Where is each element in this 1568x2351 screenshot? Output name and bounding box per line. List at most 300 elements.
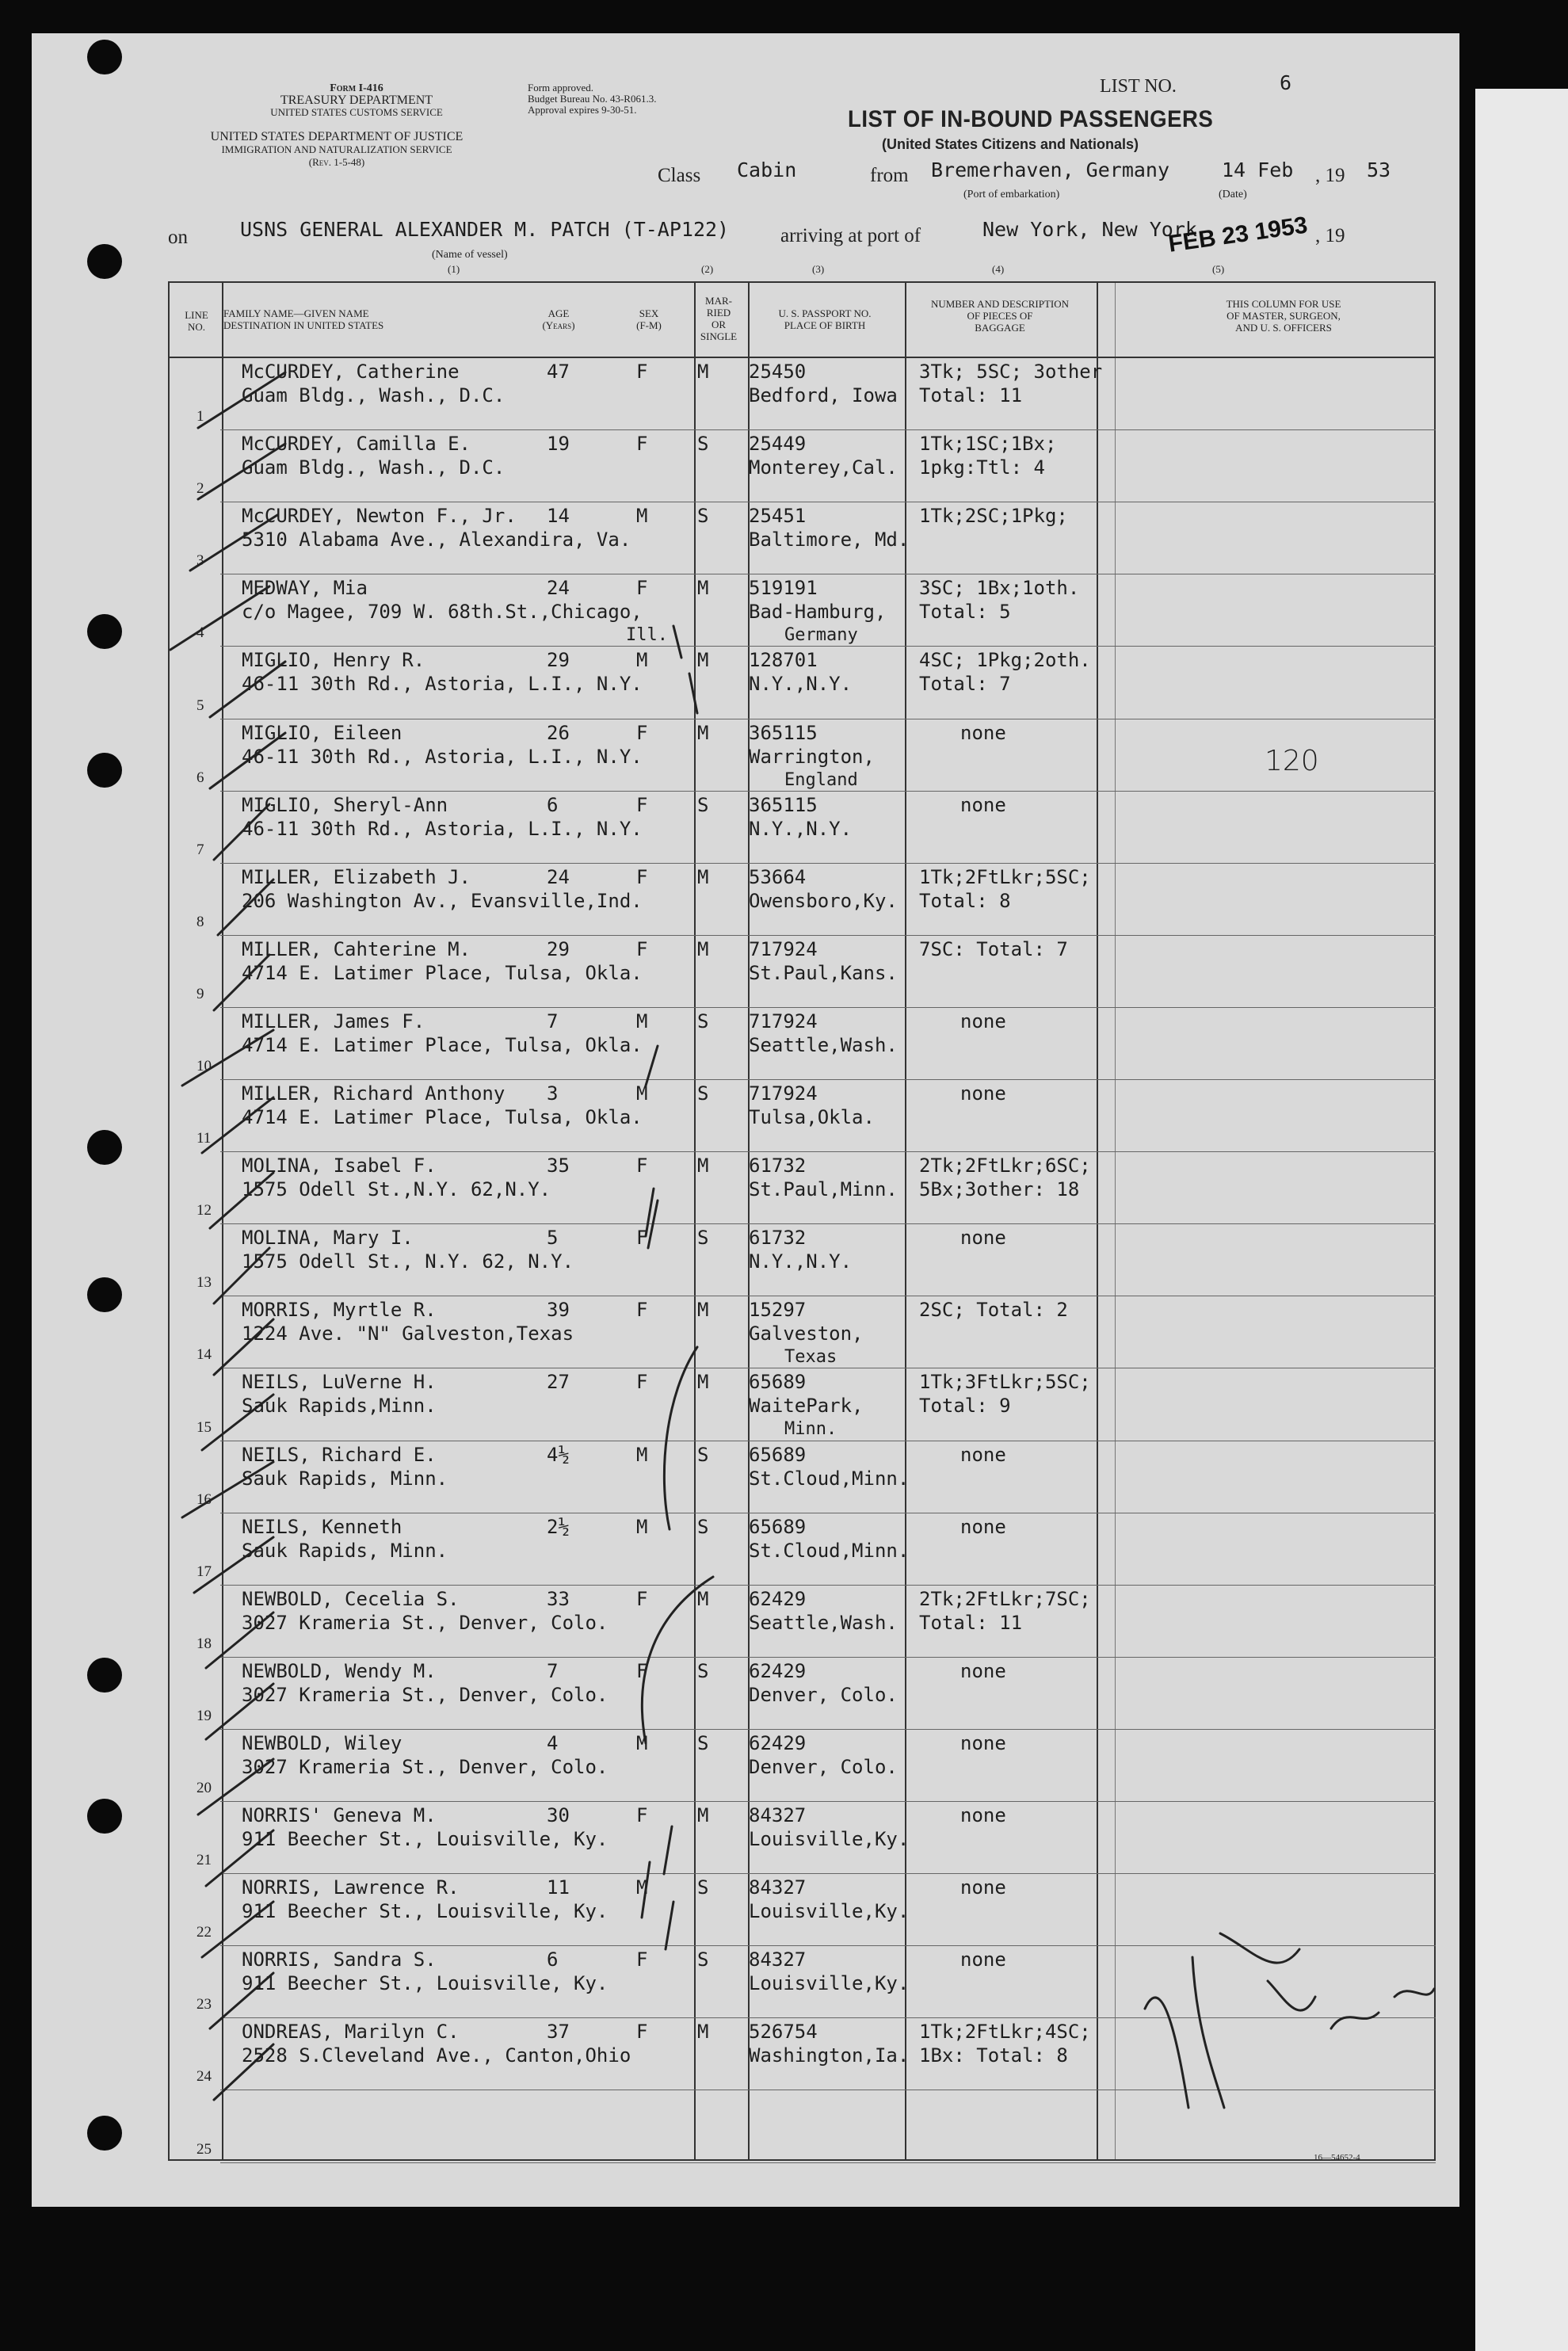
passenger-destination: 1575 Odell St., N.Y. 62, N.Y.: [242, 1250, 574, 1273]
passenger-destination: 911 Beecher St., Louisville, Ky.: [242, 1972, 609, 1995]
passport-number: 65689: [749, 1371, 807, 1394]
marital-status: S: [697, 1948, 709, 1971]
passenger-name: NEWBOLD, Wendy M.: [242, 1659, 437, 1682]
line-number: 16: [196, 1490, 212, 1508]
passenger-destination: Guam Bldg., Wash., D.C.: [242, 384, 505, 406]
column-index-5: (5): [1212, 263, 1225, 275]
header-divider: [170, 357, 1434, 358]
baggage-total: 1pkg:Ttl: 4: [919, 456, 1045, 479]
binder-hole: [87, 1277, 122, 1312]
passenger-destination: 206 Washington Av., Evansville,Ind.: [242, 889, 643, 912]
passenger-destination: 5310 Alabama Ave., Alexandira, Va.: [242, 529, 631, 551]
binder-hole: [87, 1658, 122, 1693]
baggage-description: 3SC; 1Bx;1oth.: [919, 577, 1080, 600]
marital-status: M: [697, 721, 709, 744]
class-label: Class: [658, 165, 701, 186]
passenger-age: 24: [547, 577, 570, 600]
passenger-sex: M: [636, 649, 648, 672]
row-divider: [220, 863, 1436, 864]
line-number: 20: [196, 1780, 212, 1796]
baggage-total: Total: 8: [919, 889, 1011, 912]
passport-number: 365115: [749, 793, 818, 816]
place-of-birth-cont: Texas: [784, 1347, 837, 1368]
passport-number: 25450: [749, 361, 807, 383]
row-divider: [220, 1585, 1436, 1586]
dept-treasury-sub: UNITED STATES CUSTOMS SERVICE: [270, 106, 443, 118]
passenger-sex: F: [636, 1299, 648, 1322]
marital-status: M: [697, 361, 709, 383]
line-number: 11: [196, 1130, 212, 1147]
passenger-name: NORRIS, Sandra S.: [242, 1948, 437, 1971]
place-of-birth: St.Cloud,Minn.: [749, 1539, 910, 1562]
on-label: on: [168, 227, 188, 248]
passport-number: 717924: [749, 1082, 818, 1105]
header-line-no: LINE NO.: [185, 309, 208, 333]
baggage-total: Total: 11: [919, 384, 1023, 406]
column-index-1: (1): [448, 263, 460, 275]
passenger-sex: F: [636, 937, 648, 960]
line-number: 18: [196, 1635, 212, 1652]
passenger-age: 4: [547, 1731, 559, 1754]
passenger-destination: 3027 Krameria St., Denver, Colo.: [242, 1611, 609, 1634]
passenger-age: 29: [547, 649, 570, 672]
passenger-sex: F: [636, 1155, 648, 1177]
line-number: 6: [196, 769, 204, 786]
baggage-description: 4SC; 1Pkg;2oth.: [919, 649, 1091, 672]
place-of-birth: Denver, Colo.: [749, 1683, 898, 1706]
passenger-destination: Sauk Rapids, Minn.: [242, 1467, 448, 1490]
binder-hole: [87, 1799, 122, 1834]
passenger-sex: F: [636, 1371, 648, 1394]
baggage-description: 2SC; Total: 2: [919, 1299, 1068, 1322]
place-of-birth: Louisville,Ky.: [749, 1900, 910, 1923]
passenger-name: MORRIS, Myrtle R.: [242, 1299, 437, 1322]
passenger-age: 30: [547, 1804, 570, 1826]
baggage-total: Total: 9: [919, 1395, 1011, 1418]
place-of-birth: Bedford, Iowa: [749, 384, 898, 406]
passenger-destination-cont: Ill.: [626, 625, 668, 646]
passenger-age: 6: [547, 793, 559, 816]
passenger-destination: 4714 E. Latimer Place, Tulsa, Okla.: [242, 961, 643, 984]
passenger-sex: M: [636, 1731, 648, 1754]
passenger-age: 26: [547, 721, 570, 744]
form-revision: (Rev. 1-5-48): [308, 156, 365, 168]
list-no-value: 6: [1280, 71, 1292, 94]
col-divider: [694, 283, 696, 2159]
passenger-age: 39: [547, 1299, 570, 1322]
place-of-birth: Washington,Ia.: [749, 2044, 910, 2067]
passenger-age: 11: [547, 1876, 570, 1899]
passport-number: 84327: [749, 1948, 807, 1971]
passport-number: 62429: [749, 1587, 807, 1610]
line-number: 17: [196, 1563, 212, 1580]
passenger-sex: F: [636, 1587, 648, 1610]
col-divider: [1097, 283, 1098, 2159]
line-number: 15: [196, 1418, 212, 1436]
line-number: 14: [196, 1346, 212, 1364]
passenger-destination: c/o Magee, 709 W. 68th.St.,Chicago,: [242, 601, 643, 624]
date-caption: (Date): [1219, 189, 1247, 200]
baggage-description: none: [960, 1515, 1006, 1538]
passenger-name: MIGLIO, Henry R.: [242, 649, 425, 672]
place-of-birth: Warrington,: [749, 745, 875, 768]
port-caption: (Port of embarkation): [963, 189, 1060, 200]
marital-status: S: [697, 793, 709, 816]
baggage-description: none: [960, 1948, 1006, 1971]
row-divider: [220, 935, 1436, 936]
passport-number: 128701: [749, 649, 818, 672]
baggage-description: none: [960, 721, 1006, 744]
passenger-age: 14: [547, 505, 570, 528]
passenger-sex: M: [636, 1082, 648, 1105]
passenger-age: 7: [547, 1659, 559, 1682]
year-prefix: , 19: [1315, 165, 1345, 186]
place-of-birth: Seattle,Wash.: [749, 1611, 898, 1634]
baggage-description: none: [960, 1731, 1006, 1754]
dept-treasury: TREASURY DEPARTMENT: [280, 94, 433, 107]
baggage-description: none: [960, 1227, 1006, 1250]
binder-hole: [87, 244, 122, 279]
marital-status: S: [697, 505, 709, 528]
header-baggage: NUMBER AND DESCRIPTION OF PIECES OF BAGGAGE: [930, 298, 1070, 334]
baggage-total: Total: 7: [919, 673, 1011, 696]
marital-status: M: [697, 649, 709, 672]
passenger-name: MOLINA, Mary I.: [242, 1227, 414, 1250]
passenger-name: NEWBOLD, Wiley: [242, 1731, 402, 1754]
marital-status: M: [697, 1804, 709, 1826]
header-passport: U. S. PASSPORT NO. PLACE OF BIRTH: [778, 307, 872, 331]
marital-status: M: [697, 1155, 709, 1177]
passenger-destination: 3027 Krameria St., Denver, Colo.: [242, 1755, 609, 1778]
passenger-age: 7: [547, 1009, 559, 1032]
line-number: 13: [196, 1274, 212, 1292]
passenger-age: 4½: [547, 1443, 570, 1466]
passenger-name: NEWBOLD, Cecelia S.: [242, 1587, 460, 1610]
passenger-name: MILLER, Richard Anthony: [242, 1082, 505, 1105]
place-of-birth: Owensboro,Ky.: [749, 889, 898, 912]
marital-status: S: [697, 1731, 709, 1754]
row-divider: [220, 1657, 1436, 1658]
baggage-total: 1Bx: Total: 8: [919, 2044, 1068, 2067]
place-of-birth: Galveston,: [749, 1322, 864, 1345]
arriving-label: arriving at port of: [780, 225, 921, 246]
passport-number: 526754: [749, 2021, 818, 2044]
binder-hole: [87, 40, 122, 74]
binder-hole: [87, 2116, 122, 2151]
footer-code: 16—54652-4: [1314, 2153, 1360, 2162]
passenger-name: McCURDEY, Catherine: [242, 361, 460, 383]
passenger-age: 24: [547, 865, 570, 888]
line-number: 2: [196, 480, 204, 498]
row-divider: [220, 1079, 1436, 1080]
row-divider: [220, 1945, 1436, 1946]
place-of-birth: St.Paul,Kans.: [749, 961, 898, 984]
place-of-birth: Bad-Hamburg,: [749, 601, 887, 624]
passenger-name: NORRIS' Geneva M.: [242, 1804, 437, 1826]
line-number: 1: [196, 408, 204, 426]
passenger-sex: F: [636, 793, 648, 816]
passenger-sex: F: [636, 1659, 648, 1682]
passenger-destination: 1224 Ave. "N" Galveston,Texas: [242, 1322, 574, 1345]
passport-number: 365115: [749, 721, 818, 744]
passport-number: 65689: [749, 1515, 807, 1538]
binder-hole: [87, 1130, 122, 1165]
approval-line-3: Approval expires 9-30-51.: [528, 104, 637, 116]
passenger-age: 33: [547, 1587, 570, 1610]
passenger-name: NORRIS, Lawrence R.: [242, 1876, 460, 1899]
row-divider: [220, 1873, 1436, 1874]
dept-justice: UNITED STATES DEPARTMENT OF JUSTICE: [210, 130, 464, 143]
line-number: 5: [196, 697, 204, 714]
row-divider: [220, 429, 1436, 430]
passenger-name: MIGLIO, Sheryl-Ann: [242, 793, 448, 816]
vessel-name: USNS GENERAL ALEXANDER M. PATCH (T-AP122): [240, 218, 730, 241]
passenger-sex: F: [636, 721, 648, 744]
port-of-embarkation: Bremerhaven, Germany: [931, 158, 1170, 181]
passenger-age: 47: [547, 361, 570, 383]
line-number: 12: [196, 1202, 212, 1219]
passport-number: 53664: [749, 865, 807, 888]
passport-number: 65689: [749, 1443, 807, 1466]
header-sex: SEX (F-M): [636, 307, 662, 331]
marital-status: M: [697, 937, 709, 960]
baggage-description: 1Tk;2FtLkr;4SC;: [919, 2021, 1091, 2044]
passport-number: 61732: [749, 1155, 807, 1177]
approval-line-2: Budget Bureau No. 43-R061.3.: [528, 93, 657, 105]
marital-status: S: [697, 1082, 709, 1105]
binder-hole: [87, 753, 122, 788]
passenger-age: 2½: [547, 1515, 570, 1538]
passenger-sex: F: [636, 361, 648, 383]
marital-status: S: [697, 1876, 709, 1899]
line-number: 8: [196, 913, 204, 930]
line-number: 24: [196, 2068, 212, 2086]
passenger-destination: 2528 S.Cleveland Ave., Canton,Ohio: [242, 2044, 631, 2067]
marital-status: M: [697, 865, 709, 888]
arrival-port: New York, New York: [982, 218, 1197, 241]
passenger-destination: 46-11 30th Rd., Astoria, L.I., N.Y.: [242, 673, 643, 696]
place-of-birth: Seattle,Wash.: [749, 1033, 898, 1056]
passenger-sex: M: [636, 505, 648, 528]
row-divider: [220, 1151, 1436, 1152]
marital-status: S: [697, 433, 709, 456]
passport-number: 519191: [749, 577, 818, 600]
place-of-birth: Baltimore, Md.: [749, 529, 910, 551]
passenger-age: 29: [547, 937, 570, 960]
passenger-destination: 4714 E. Latimer Place, Tulsa, Okla.: [242, 1033, 643, 1056]
passenger-age: 35: [547, 1155, 570, 1177]
col-divider: [905, 283, 906, 2159]
class-value: Cabin: [737, 158, 797, 181]
passenger-sex: F: [636, 1948, 648, 1971]
baggage-description: 1Tk;2SC;1Pkg;: [919, 505, 1068, 528]
passenger-age: 19: [547, 433, 570, 456]
passenger-name: ONDREAS, Marilyn C.: [242, 2021, 460, 2044]
place-of-birth: Denver, Colo.: [749, 1755, 898, 1778]
place-of-birth-cont: England: [784, 769, 858, 790]
place-of-birth: Tulsa,Okla.: [749, 1106, 875, 1128]
document-subtitle: (United States Citizens and Nationals): [882, 136, 1139, 152]
passenger-name: MEDWAY, Mia: [242, 577, 368, 600]
marital-status: S: [697, 1659, 709, 1682]
passport-number: 61732: [749, 1227, 807, 1250]
baggage-description: 2Tk;2FtLkr;6SC;: [919, 1155, 1091, 1177]
line-number: 21: [196, 1852, 212, 1869]
adjacent-page-strip: [1475, 89, 1568, 2351]
passenger-name: MILLER, Elizabeth J.: [242, 865, 471, 888]
form-number: Form I-416: [330, 82, 383, 94]
line-number: 4: [196, 624, 204, 642]
place-of-birth: N.Y.,N.Y.: [749, 817, 853, 840]
passenger-sex: M: [636, 1443, 648, 1466]
place-of-birth: St.Cloud,Minn.: [749, 1467, 910, 1490]
passport-number: 15297: [749, 1299, 807, 1322]
marital-status: M: [697, 1299, 709, 1322]
marital-status: M: [697, 2021, 709, 2044]
row-divider: [220, 2162, 1436, 2163]
baggage-description: none: [960, 1009, 1006, 1032]
vessel-caption: (Name of vessel): [432, 249, 508, 261]
marital-status: S: [697, 1443, 709, 1466]
approval-line-1: Form approved.: [528, 82, 594, 94]
passenger-name: MILLER, James F.: [242, 1009, 425, 1032]
passenger-destination: Sauk Rapids,Minn.: [242, 1395, 437, 1418]
baggage-description: 2Tk;2FtLkr;7SC;: [919, 1587, 1091, 1610]
passenger-sex: F: [636, 2021, 648, 2044]
column-index-4: (4): [992, 263, 1005, 275]
passenger-sex: F: [636, 433, 648, 456]
line-number: 22: [196, 1924, 212, 1941]
passenger-sex: M: [636, 1876, 648, 1899]
arrival-date-stamp: FEB 23 1953: [1166, 212, 1310, 258]
place-of-birth: Louisville,Ky.: [749, 1972, 910, 1995]
place-of-birth-cont: Minn.: [784, 1419, 837, 1440]
baggage-description: none: [960, 1876, 1006, 1899]
binder-hole: [87, 614, 122, 649]
passenger-destination: 46-11 30th Rd., Astoria, L.I., N.Y.: [242, 817, 643, 840]
document-title: LIST OF IN-BOUND PASSENGERS: [848, 106, 1214, 132]
passenger-destination: 1575 Odell St.,N.Y. 62,N.Y.: [242, 1178, 551, 1201]
passenger-sex: F: [636, 865, 648, 888]
row-divider: [220, 1223, 1436, 1224]
passenger-sex: M: [636, 1009, 648, 1032]
passport-number: 717924: [749, 937, 818, 960]
list-no-label: LIST NO.: [1100, 76, 1177, 97]
baggage-description: 1Tk;2FtLkr;5SC;: [919, 865, 1091, 888]
baggage-description: 3Tk; 5SC; 3other: [919, 361, 1103, 383]
header-name: FAMILY NAME—GIVEN NAME DESTINATION IN UNITED STATES: [223, 307, 384, 331]
baggage-description: 1Tk;1SC;1Bx;: [919, 433, 1057, 456]
place-of-birth: St.Paul,Minn.: [749, 1178, 898, 1201]
passport-number: 84327: [749, 1804, 807, 1826]
passenger-name: NEILS, Kenneth: [242, 1515, 402, 1538]
year-value: 53: [1367, 158, 1391, 181]
baggage-description: none: [960, 1082, 1006, 1105]
passport-number: 62429: [749, 1659, 807, 1682]
column-index-2: (2): [701, 263, 714, 275]
passport-number: 25449: [749, 433, 807, 456]
column-index-3: (3): [812, 263, 825, 275]
row-divider: [220, 1801, 1436, 1802]
baggage-total: Total: 5: [919, 601, 1011, 624]
passenger-age: 37: [547, 2021, 570, 2044]
passenger-sex: F: [636, 1227, 648, 1250]
baggage-description: none: [960, 1804, 1006, 1826]
line-number: 23: [196, 1996, 212, 2013]
place-of-birth: N.Y.,N.Y.: [749, 673, 853, 696]
header-age: AGE (Years): [542, 307, 575, 331]
place-of-birth: Louisville,Ky.: [749, 1828, 910, 1850]
place-of-birth: Monterey,Cal.: [749, 456, 898, 479]
passenger-destination: Sauk Rapids, Minn.: [242, 1539, 448, 1562]
col-divider: [222, 283, 223, 2159]
marital-status: M: [697, 577, 709, 600]
baggage-description: 1Tk;3FtLkr;5SC;: [919, 1371, 1091, 1394]
baggage-total: 5Bx;3other: 18: [919, 1178, 1080, 1201]
passenger-name: MOLINA, Isabel F.: [242, 1155, 437, 1177]
passenger-age: 5: [547, 1227, 559, 1250]
passport-number: 62429: [749, 1731, 807, 1754]
passenger-age: 3: [547, 1082, 559, 1105]
baggage-description: 7SC: Total: 7: [919, 937, 1068, 960]
line-number: 9: [196, 985, 204, 1002]
marital-status: M: [697, 1371, 709, 1394]
passenger-name: McCURDEY, Camilla E.: [242, 433, 471, 456]
marital-status: S: [697, 1227, 709, 1250]
dept-justice-sub: IMMIGRATION AND NATURALIZATION SERVICE: [221, 143, 452, 155]
place-of-birth: WaitePark,: [749, 1395, 864, 1418]
passenger-age: 6: [547, 1948, 559, 1971]
marital-status: S: [697, 1009, 709, 1032]
passenger-destination: 3027 Krameria St., Denver, Colo.: [242, 1683, 609, 1706]
marital-status: M: [697, 1587, 709, 1610]
col-divider: [1115, 283, 1116, 2159]
line-number: 25: [196, 2140, 212, 2158]
passenger-name: McCURDEY, Newton F., Jr.: [242, 505, 517, 528]
passenger-destination: 46-11 30th Rd., Astoria, L.I., N.Y.: [242, 745, 643, 768]
passenger-name: MIGLIO, Eileen: [242, 721, 402, 744]
baggage-description: none: [960, 1659, 1006, 1682]
passenger-age: 27: [547, 1371, 570, 1394]
passenger-sex: M: [636, 1515, 648, 1538]
row-divider: [220, 2017, 1436, 2018]
passenger-sex: F: [636, 577, 648, 600]
arrival-year: , 19: [1315, 225, 1345, 246]
baggage-total: Total: 11: [919, 1611, 1023, 1634]
place-of-birth-cont: Germany: [784, 625, 858, 646]
from-label: from: [870, 165, 909, 186]
line-number: 19: [196, 1707, 212, 1724]
passenger-name: MILLER, Cahterine M.: [242, 937, 471, 960]
passport-number: 84327: [749, 1876, 807, 1899]
place-of-birth: N.Y.,N.Y.: [749, 1250, 853, 1273]
passenger-destination: 911 Beecher St., Louisville, Ky.: [242, 1828, 609, 1850]
departure-date: 14 Feb: [1222, 158, 1294, 181]
row-divider: [220, 1729, 1436, 1730]
row-divider: [220, 1007, 1436, 1008]
passenger-destination: Guam Bldg., Wash., D.C.: [242, 456, 505, 479]
passenger-destination: 4714 E. Latimer Place, Tulsa, Okla.: [242, 1106, 643, 1128]
line-number: 10: [196, 1058, 212, 1074]
handwritten-count: 120: [1265, 745, 1319, 777]
passport-number: 717924: [749, 1009, 818, 1032]
line-number: 3: [196, 552, 204, 570]
header-married: MAR- RIED OR SINGLE: [700, 295, 738, 342]
baggage-description: none: [960, 1443, 1006, 1466]
header-remarks: THIS COLUMN FOR USE OF MASTER, SURGEON, AND U. S. OFFICERS: [1226, 298, 1341, 334]
passenger-sex: F: [636, 1804, 648, 1826]
passport-number: 25451: [749, 505, 807, 528]
